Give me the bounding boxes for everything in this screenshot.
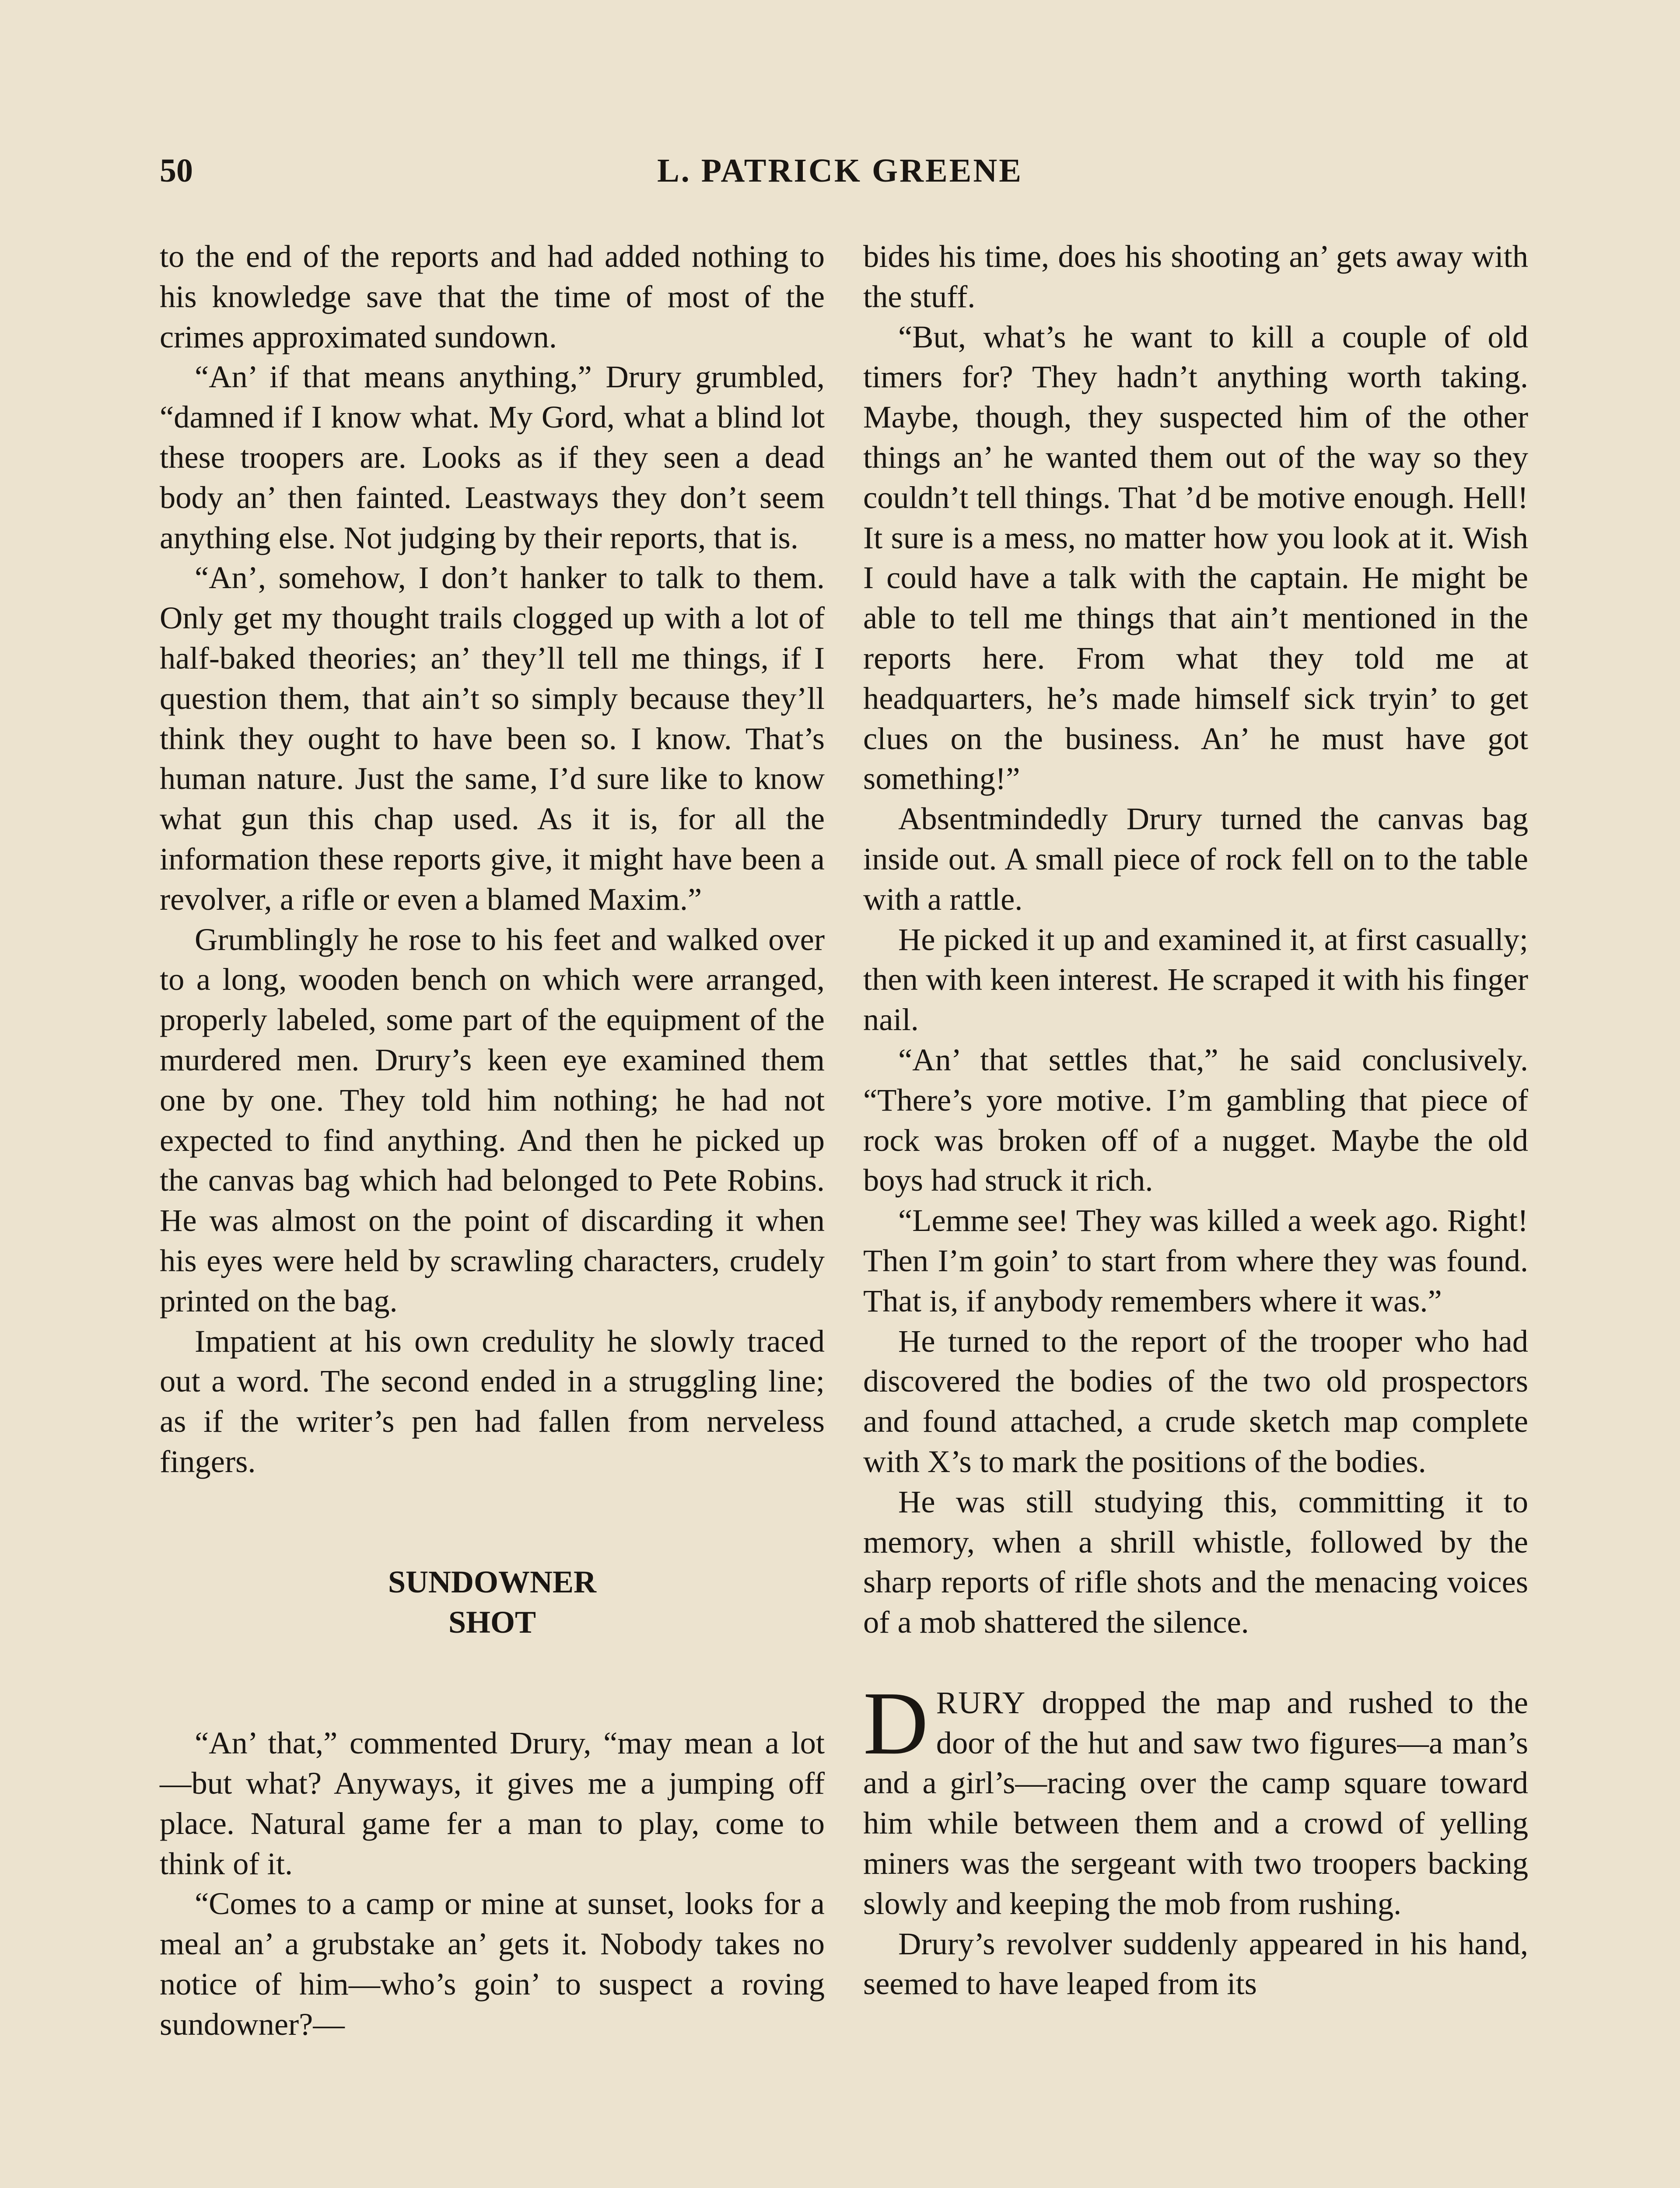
paragraph: bides his time, does his shooting an’ gets away with the stuff. [863,238,1528,314]
paragraph: Absentmindedly Drury turned the canvas bag inside out. A small piece of rock fell on to the table with a rattle. [863,801,1528,917]
paragraph: Drury’s revolver suddenly appeared in his hand, seemed to have leaped from its [863,1925,1528,2002]
drop-cap-rest: dropped the map and rushed to the door of the hut and saw two figures—a man’s and a girl’s—racing over the camp square toward him while between them and a crowd of yelling miners was the sergeant with two troopers backing slowly and keeping the mob from rushing. [863,1684,1528,1921]
paragraph: “An’ if that means anything,” Drury grumbled, “damned if I know what. My Gord, what a blind lot these troopers are. Looks as if they seen a dead body an’ then fainted. Leastways they don’t seem anything else. Not judging by their reports, that is. [160,359,825,555]
section-heading-line: SHOT [448,1604,536,1640]
paragraph: “An’, somehow, I don’t hanker to talk to them. Only get my thought trails clogged up with a lot of half-baked theories; an’ they’ll tell me things, if I question them, that ain’t so simply because they’ll think they ought to have been so. I know. That’s human nature. Just the same, I’d sure like to know what gun this chap used. As it is, for all the information these reports give, it might have been a revolver, a rifle or even a blamed Maxim.” [160,560,825,917]
paragraph: “An’ that,” commented Drury, “may mean a lot—but what? Anyways, it gives me a jumping off place. Natural game fer a man to play, come to think of it. [160,1725,825,1881]
drop-cap-small-caps: RURY [936,1684,1026,1720]
paragraph: “An’ that settles that,” he said conclusively. “There’s yore motive. I’m gambling that piece of rock was broken off of a nugget. Maybe the old boys had struck it rich. [863,1041,1528,1198]
drop-cap-paragraph [863,1673,1528,1924]
paragraph: “Lemme see! They was killed a week ago. Right! Then I’m goin’ to start from where they was found. That is, if anybody remembers where it was.” [863,1203,1528,1318]
paragraph: Impatient at his own credulity he slowly traced out a word. The second ended in a struggling line; as if the writer’s pen had fallen from nerveless fingers. [160,1323,825,1479]
paragraph: Grumblingly he rose to his feet and walked over to a long, wooden bench on which were arranged, properly labeled, some part of the equipment of the murdered men. Drury’s keen eye examined them one by one. They told him nothing; he had not expected to find anything. And then he picked up the canvas bag which had belonged to Pete Robins. He was almost on the point of discarding it when his eyes were held by scrawling characters, crudely printed on the bag. [160,921,825,1318]
paragraph: He turned to the report of the trooper who had discovered the bodies of the two old prospectors and found attached, a crude sketch map complete with X’s to mark the positions of the bodies. [863,1323,1528,1479]
paragraph: “Comes to a camp or mine at sunset, looks for a meal an’ a grubstake an’ gets it. Nobody takes no notice of him—who’s goin’ to suspect a roving sundowner?— [160,1886,825,2042]
drop-cap: D [863,1673,928,1773]
left-column [160,236,825,2044]
paragraph: “But, what’s he want to kill a couple of old timers for? They hadn’t anything worth taking. Maybe, though, they suspected him of the other things an’ he wanted them out of the way so they couldn’t tell things. That ’d be motive enough. Hell! It sure is a mess, no matter how you look at it. Wish I could have a talk with the captain. He might be able to tell me things that ain’t mentioned in the reports here. From what they told me at headquarters, he’s made himself sick tryin’ to get clues on the business. An’ he must have got something!” [863,319,1528,796]
page-header [0,144,1680,197]
paragraph: He was still studying this, committing it to memory, when a shrill whistle, followed by the sharp reports of rifle shots and the menacing voices of a mob shattered the silence. [863,1483,1528,1640]
paragraph: He picked it up and examined it, at first casually; then with keen interest. He scraped it with his finger nail. [863,921,1528,1038]
section-heading [160,1562,825,1643]
running-head: L. PATRICK GREENE [657,152,1023,189]
section-break [863,1642,1528,1683]
right-column [863,236,1528,2004]
section-heading-line: SUNDOWNER [388,1564,597,1599]
page-number: 50 [160,152,193,189]
paragraph: to the end of the reports and had added nothing to his knowledge save that the time of most of the crimes approximated sundown. [160,238,825,354]
